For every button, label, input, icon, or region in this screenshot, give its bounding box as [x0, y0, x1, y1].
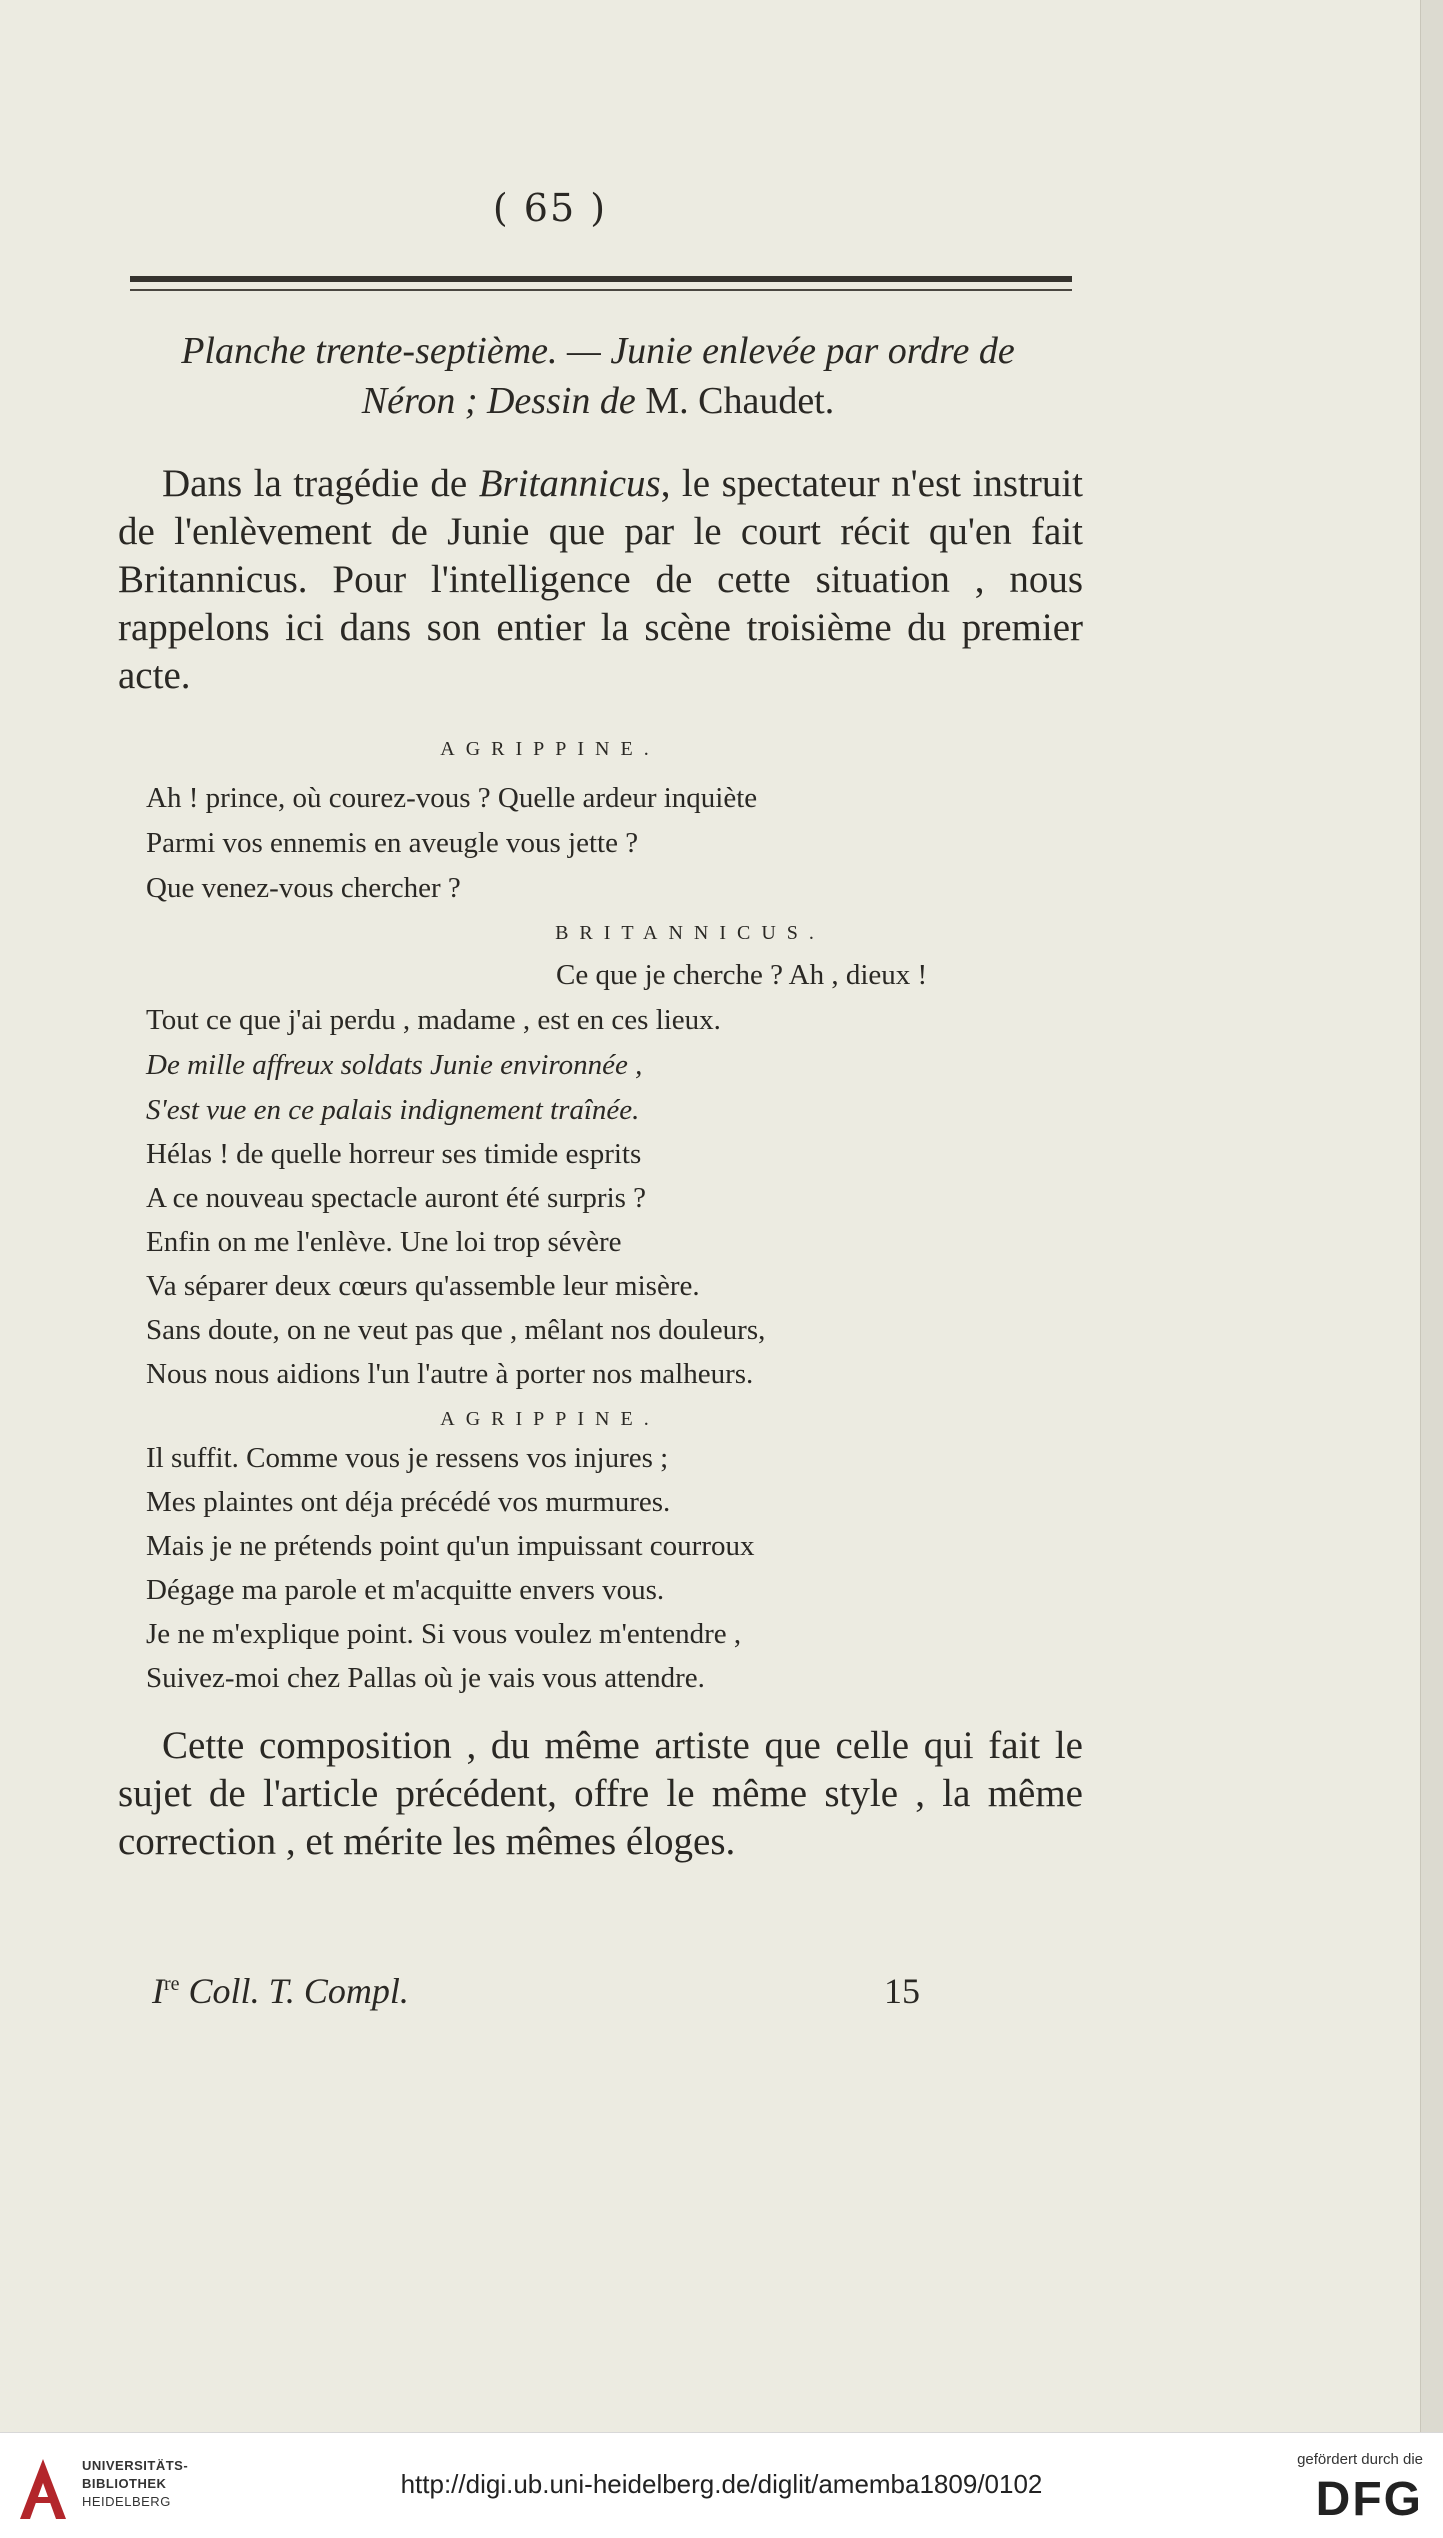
intro-paragraph	[118, 460, 1083, 700]
permalink-url[interactable]: http://digi.ub.uni-heidelberg.de/diglit/amemba1809/0102	[400, 2469, 1043, 2499]
verse-line: Ah ! prince, où courez-vous ? Quelle ardeur inquiète	[146, 782, 758, 814]
sponsor-caption: gefördert durch die	[1297, 2451, 1423, 2468]
verse-line: Enfin on me l'enlève. Une loi trop sévère	[146, 1226, 622, 1258]
speaker-label: AGRIPPINE.	[440, 738, 660, 760]
header-rule-thick	[130, 276, 1072, 282]
signature-collection: Coll. T. Compl.	[179, 1971, 409, 2011]
verse-line: Tout ce que j'ai perdu , madame , est en ces lieux.	[146, 1004, 721, 1036]
header-rule-thin	[130, 289, 1072, 291]
speaker-label: BRITANNICUS.	[555, 922, 825, 944]
verse-line: Il suffit. Comme vous je ressens vos injures ;	[146, 1442, 669, 1474]
speaker-label: AGRIPPINE.	[440, 1408, 660, 1430]
intro-text-a: Dans la tragédie de	[162, 462, 479, 505]
verse-line: Que venez-vous chercher ?	[146, 872, 461, 904]
library-name-line-3: HEIDELBERG	[82, 2494, 171, 2509]
page-number: ( 65 )	[492, 186, 608, 230]
plate-heading	[118, 326, 1078, 426]
verse-line: Je ne m'explique point. Si vous voulez m'entendre ,	[146, 1618, 742, 1650]
verse-line: Mes plaintes ont déja précédé vos murmures.	[146, 1486, 671, 1518]
heading-line-2	[118, 376, 1078, 426]
intro-title-italic: Britannicus	[478, 462, 661, 505]
page-edge	[1420, 0, 1443, 2432]
signature-mark	[152, 1970, 409, 2012]
signature-superscript: re	[164, 1973, 180, 1995]
verse-line: Nous nous aidions l'un l'autre à porter nos malheurs.	[146, 1358, 754, 1390]
closing-paragraph: Cette composition , du même artiste que celle qui fait le sujet de l'article précédent, offre le même style , la même correction , et mérite les mêmes éloges.	[118, 1724, 1083, 1863]
verse-line: Ce que je cherche ? Ah , dieux !	[556, 959, 928, 991]
verse-line: Mais je ne prétends point qu'un impuissant courroux	[146, 1530, 755, 1562]
verse-line: De mille affreux soldats Junie environnée ,	[146, 1049, 643, 1081]
library-name-line-2: BIBLIOTHEK	[82, 2476, 167, 2491]
verse-line: Sans doute, on ne veut pas que , mêlant nos douleurs,	[146, 1314, 766, 1346]
heading-line-2-name: M. Chaudet.	[645, 380, 835, 422]
library-name-line-1: UNIVERSITÄTS-	[82, 2458, 189, 2473]
verse-line: Parmi vos ennemis en aveugle vous jette ?	[146, 827, 639, 859]
verse-line: S'est vue en ce palais indignement traînée.	[146, 1094, 640, 1126]
gathering-number: 15	[884, 1971, 920, 2011]
heading-line-1: Planche trente-septième. — Junie enlevée par ordre de	[181, 330, 1015, 372]
verse-line: Dégage ma parole et m'acquitte envers vous.	[146, 1574, 665, 1606]
verse-line: Hélas ! de quelle horreur ses timide esprits	[146, 1138, 642, 1170]
dfg-logo[interactable]: DFG	[1315, 2473, 1423, 2526]
signature-roman: I	[152, 1971, 164, 2011]
verse-line: Va séparer deux cœurs qu'assemble leur misère.	[146, 1270, 700, 1302]
verse-line: Suivez-moi chez Pallas où je vais vous attendre.	[146, 1662, 705, 1694]
digitization-footer	[0, 2432, 1443, 2538]
intro-text-b: , le spectateur n'est instruit de l'enlèvement de Junie que par le court récit qu'en fait Britannicus. Pour l'intelligence de cette situation , nous rappelons ici dans son entier la scène troisième du premier acte.	[118, 462, 1083, 697]
heading-line-2-italic: Néron ; Dessin de	[361, 380, 646, 422]
verse-line: A ce nouveau spectacle auront été surpris ?	[146, 1182, 647, 1214]
